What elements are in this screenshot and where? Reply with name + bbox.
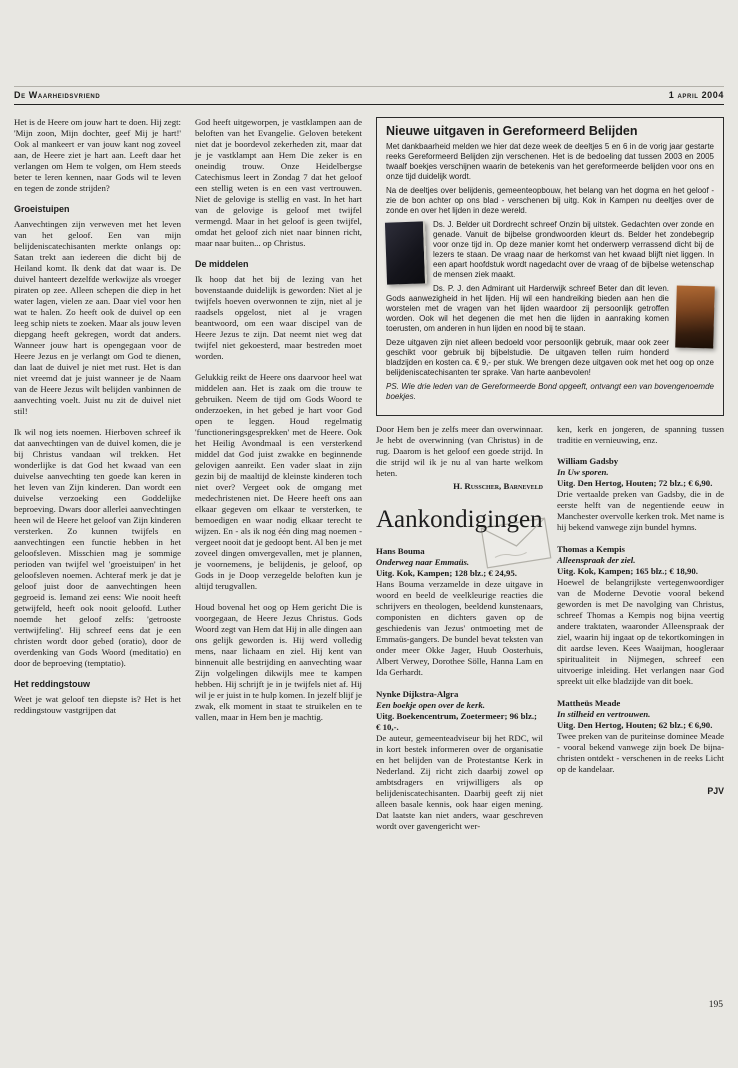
lower-columns bbox=[376, 424, 724, 843]
paragraph: Ds. J. Belder uit Dordrecht schreef Onzin bij uitstek. Gedachten over zonde en genade. Vanuit de bijbelse grondwoorden kleurt ds. Belder het zondebegrip voor onze tijd in. Op deze manier komt het onderwerp verrassend dicht bij de lezers te staan. De vraag naar de herkomst van het kwaad blijft niet liggen. In een apart hoofdstuk wordt nagedacht over de vraag of de bijbelse wetenschap de mensen ziek maakt. bbox=[433, 220, 714, 279]
editor-initials: PJV bbox=[707, 786, 724, 796]
announcements-header bbox=[376, 506, 543, 534]
masthead bbox=[14, 86, 724, 105]
paragraph: Deze uitgaven zijn niet alleen bedoeld voor persoonlijk gebruik, maar ook zeer geschikt voor gebruik bij bijbelstudie. De uitgaven tellen ruim honderd bladzijden en kosten ca. € 9,- per stuk. We brengen deze uitgaven ook met het oog op onze belijdeniscatechisanten ter sprake. Van harte aanbevolen! bbox=[386, 338, 714, 377]
paragraph: Ik wil nog iets noemen. Hierboven schreef ik dat aanvechtingen van de duivel komen, die je bij Christus vandaan wil trekken. Het wonderlijke is dat God het kwaad van een duivelse aanvechting ten goede kan keren in het leven van Zijn kinderen. Dan wordt een duivelse verzoeking een Goddelijke beproeving. Dwars door allerlei aanvechtingen heen wil de Heere het geloof van Zijn kinderen versterken. Zo kunnen twijfels en aanvechtingen een functie hebben in het geloofsleven. Misschien mag je sommige perioden van twijfel wel 'groeistuipen' in het geloofsleven noemen. Achteraf merk je dat je geloof juist door de aanvechtingen heen gegroeid is. Iemand zei eens: Wie nooit heeft getwijfeld, heeft ook nooit geloofd. Luther noemde het geloof zelfs: 'getrooste vertwijfeling'. Hij schreef eens dat je een christen wordt door gebed (oratio), door de overdenking van Gods Woord (meditatio) en door de beproeving (temptatio). bbox=[14, 427, 181, 668]
paragraph: Weet je wat geloof ten diepste is? Het is het reddingstouw vastgrijpen dat bbox=[14, 694, 181, 715]
feature-box-nieuwe-uitgaven bbox=[376, 117, 724, 416]
article-column-3 bbox=[376, 424, 543, 843]
book-review: Drie vertaalde preken van Gadsby, die in de eerste helft van de negentiende eeuw in Manchester overvolle kerken trok. Met name is hij bekend vanwege zijn bundel hymns. bbox=[557, 489, 724, 532]
article-column-1 bbox=[14, 117, 181, 726]
section-title-aankondigingen: Aankondigingen bbox=[376, 506, 543, 533]
paragraph: Aanvechtingen zijn verweven met het leven van het geloof. Een van mijn belijdeniscatechisanten merkte onlangs op: Satan trekt aan iedereen die dicht bij de Heiland komt. Ik denk dat dat waar is. De duivel hanteert dezelfde werkwijze als vroeger piraten op zee. Alleen schepen die diep in het water lagen, vielen ze aan. Daar viel voor hen wat te halen. Zo heeft ook de duivel op een leeg schip niets te zoeken. Maar als jouw leven diepgang heeft gekregen, wordt dat anders. Wanneer jouw hart is opengegaan voor de Heere Jezus en je verlangt om God te dienen, dan laat de duivel je niet met rust. Het is dan niet vreemd dat je juist wanneer je de Naam van de Heere Jezus wilt belijden vanbinnen de aanvechting voelt. Juist nu zit de duivel niet stil! bbox=[14, 219, 181, 416]
subheading-de-middelen: De middelen bbox=[195, 259, 249, 269]
subheading-reddingstouw: Het reddingstouw bbox=[14, 679, 90, 689]
paragraph: Door Hem ben je zelfs meer dan overwinnaar. Je hebt de overwinning (van Christus) in de rug. Daarom is het geloof een goede strijd. In die strijd wil ik je nu al van harte welkom heten. bbox=[376, 424, 543, 478]
book-author: Mattheüs Meade bbox=[557, 698, 621, 708]
book-title: Een boekje open over de kerk. bbox=[376, 700, 485, 710]
book-title: In stilheid en vertrouwen. bbox=[557, 709, 651, 719]
right-half bbox=[376, 117, 724, 843]
book-title: In Uw sporen. bbox=[557, 467, 609, 477]
book-author: Thomas a Kempis bbox=[557, 544, 625, 554]
article-column-2 bbox=[195, 117, 362, 733]
book-author: Hans Bouma bbox=[376, 546, 425, 556]
paragraph: Ik hoop dat het bij de lezing van het bovenstaande duidelijk is geworden: Niet al je twijfels hoeven overwonnen te zijn, niet al je raadsels opgelost, niet al je vragen beantwoord, om een waar discipel van de Heere Jezus te zijn. Dat neemt niet weg dat twijfel niet gekoesterd, maar bestreden moet worden. bbox=[195, 274, 362, 361]
page-number: 195 bbox=[708, 1000, 723, 1010]
announcement-item bbox=[557, 698, 724, 775]
paragraph: Gelukkig reikt de Heere ons daarvoor heel wat middelen aan. Het is zaak om die trouw te gebruiken. Neem de tijd om Gods Woord te onderzoeken, in het gebed je hart voor God open te leggen. Houd regelmatig 'functioneringsgesprekken' met de Heere. Ook het Heilig Avondmaal is een versterkend middel dat God juist zwakke en beginnende gelovigen aanreikt. Een vader slaat in zijn gezin bij de maaltijd de kleinste kinderen toch niet over? Vergeet ook de omgang met medechristenen niet. De Heere heeft ons aan elkaar gegeven om elkaar te versterken, te bemoedigen en waar nodig elkaar terecht te wijzen. En - als ik nog één ding mag noemen - vergeet nooit dat je gedoopt bent. Al ben je met zoveel dingen omvergevallen, met je plannen, je voornemens, je belijdenis, je geloof, op Gods in je Doop verzegelde beloften kun je altijd terugvallen. bbox=[195, 372, 362, 591]
book-cover-onzin-bij-uitstek bbox=[385, 221, 427, 284]
book-cover-beter-dan-dit-leven bbox=[675, 286, 715, 349]
book-review: Twee preken van de puriteinse dominee Meade - vooral bekend vanwege zijn boek De bijna-christen ontdekt - verschenen in de reeks Licht op de kandelaar. bbox=[557, 731, 724, 774]
issue-date: 1 april 2004 bbox=[668, 90, 724, 100]
book-publisher: Uitg. Den Hertog, Houten; 72 blz.; € 6,90. bbox=[557, 478, 713, 488]
postscript: PS. Wie drie leden van de Gereformeerde Bond opgeeft, ontvangt een van bovengenoemde boekjes. bbox=[386, 382, 714, 401]
book-review: Hans Bouma verzamelde in deze uitgave in woord en beeld de veelkleurige reacties die schrijvers en theologen, beeldend kunstenaars, componisten en dichters gaven op de geschiedenis van Jezus' ontmoeting met de Emmaüs-gangers. De bundel bevat teksten van onder meer Okke Jager, Huub Oosterhuis, Albert Verwey, Dorothee Sölle, Hanna Lam en Ida Gerhardt. bbox=[376, 579, 543, 677]
paragraph: Ds. P. J. den Admirant uit Harderwijk schreef Beter dan dit leven. Gods aanwezigheid in het lijden. Hij wil een handreiking bieden aan hen die worstelen met de vragen van het lijden waardoor zij persoonlijk getroffen worden. Ook wil het degenen die met hen die lijden in aanraking komen toerusten, om anderen in hun lijden en nood bij te staan. bbox=[386, 284, 669, 333]
paragraph: Na de deeltjes over belijdenis, gemeenteopbouw, het belang van het dogma en het geloof - zie de bon achter op ons blad - verschenen bij uitg. Kok in Kampen nu deeltjes over de zonde en over het lijden in deze wereld. bbox=[386, 186, 714, 215]
book-title: Onderweg naar Emmaüs. bbox=[376, 557, 470, 567]
subheading-groeistuipen: Groeistuipen bbox=[14, 204, 70, 214]
paragraph: Houd bovenal het oog op Hem gericht Die is voorgegaan, de Heere Jezus Christus. Gods Woord zegt van Hem dat Hij in alle dingen aan ons gelijk geworden is. Hij werd volledig mens, naar lichaam en ziel. Hij kent van binnenuit alle bestrijding en aanvechting waar Zijn volgelingen dikwijls mee te kampen hebben. Hij schrijft je in je twijfels niet af. Hij wil je er juist in te hulp komen. In jezelf blijf je zwak, elk moment in staat te struikelen en te vallen, maar in Hem ben je machtig. bbox=[195, 602, 362, 722]
paragraph: God heeft uitgeworpen, je vastklampen aan de beloften van het Evangelie. Geloven betekent niet dat je boordevol zekerheden zit, maar dat je je vastklampt aan Hem Die zeker is en oneindig trouw. Onze Heidelbergse Catechismus leert in Zondag 7 dat het geloof een stellig weten is en een vast vertrouwen. Niet de gelovige is stellig en vast. In het hart van de gelovige is geloof met twijfel vermengd. Maar in het geloof is geen twijfel, omdat het geloof zich niet naar binnen richt, maar naar buiten... op Christus. bbox=[195, 117, 362, 248]
feature-box-title: Nieuwe uitgaven in Gereformeerd Belijden bbox=[386, 124, 638, 138]
announcement-item bbox=[557, 456, 724, 533]
book-review: De auteur, gemeenteadviseur bij het RDC, wil in kort bestek informeren over de organisatie en het belijden van de Protestantse Kerk in Nederland. Zij richt zich daarbij zowel op ambtsdragers en vrijwilligers als op belijdeniscatechisanten. Daarbij geeft zij niet alleen basale kennis, ook haar eigen mening. Dat laatste kan niet anders, waar geschreven wordt over gavengericht wer- bbox=[376, 733, 543, 831]
book-author: William Gadsby bbox=[557, 456, 619, 466]
paragraph: Het is de Heere om jouw hart te doen. Hij zegt: 'Mijn zoon, Mijn dochter, geef Mij je hart!' Ook al mankeert er van jouw kant nog zoveel aan, de Heere ziet je hart aan. Leeft daar het verlangen om Hem te volgen, om Hem steeds beter te leren kennen, naar Gods wil te leven en tegen de zonde strijden? bbox=[14, 117, 181, 193]
book-publisher: Uitg. Kok, Kampen; 165 blz.; € 18,90. bbox=[557, 566, 698, 576]
publication-name: De Waarheidsvriend bbox=[14, 90, 101, 100]
paragraph: Met dankbaarheid melden we hier dat deze week de deeltjes 5 en 6 in de vorig jaar gestarte reeks Gereformeerd Belijden zijn verschenen. Het is de bedoeling dat tussen 2003 en 2005 twaalf boekjes verschijnen waarin de betekenis van het gereformeerde belijden voor ons en onze tijd duidelijk wordt. bbox=[386, 142, 714, 181]
book-publisher: Uitg. Boekencentrum, Zoetermeer; 96 blz.; € 10,-. bbox=[376, 711, 537, 732]
author-byline: H. Russcher, Barneveld bbox=[453, 481, 543, 491]
announcement-item bbox=[376, 689, 543, 832]
book-publisher: Uitg. Kok, Kampen; 128 blz.; € 24,95. bbox=[376, 568, 517, 578]
book-author: Nynke Dijkstra-Algra bbox=[376, 689, 459, 699]
article-column-4 bbox=[557, 424, 724, 843]
book-review: Hoewel de belangrijkste vertegenwoordiger van de Moderne Devotie vooral bekend geworden is met De navolging van Christus, schreef Thomas a Kempis nog bijna veertig andere traktaten, waaronder Alleenspraak der ziel, waarin hij ingaat op de tekortkomingen in dit aardse leven. Kees Waaijman, hoogleraar spiritualiteit in Nijmegen, schreef een uitvoerige inleiding. Het verlangen naar God spreekt uit elke bladzijde van dit boek. bbox=[557, 577, 724, 686]
book-title: Alleenspraak der ziel. bbox=[557, 555, 636, 565]
announcement-item bbox=[557, 544, 724, 687]
paragraph: ken, kerk en jongeren, de spanning tussen traditie en vernieuwing, enz. bbox=[557, 424, 724, 445]
announcement-item bbox=[376, 546, 543, 678]
book-publisher: Uitg. Den Hertog, Houten; 62 blz.; € 6,90. bbox=[557, 720, 713, 730]
